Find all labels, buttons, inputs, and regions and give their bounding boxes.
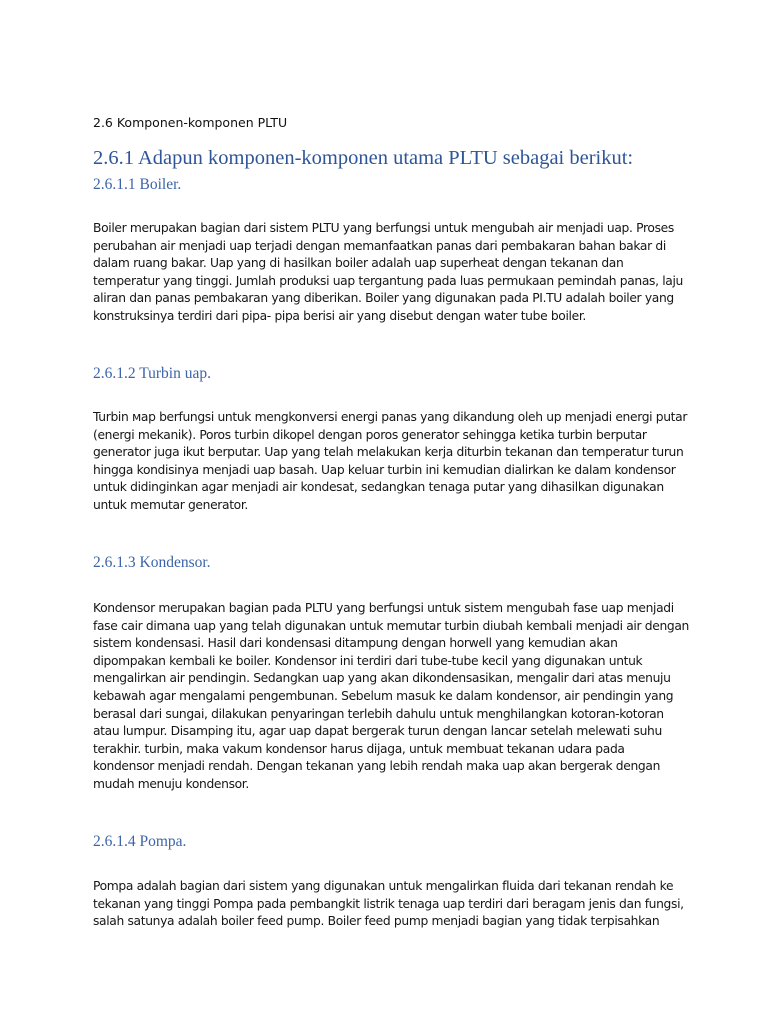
section-title: 2.6 Komponen-komponen PLTU (93, 115, 288, 130)
text-line: salah satunya adalah boiler feed pump. Boiler feed pump menjadi bagian yang tidak terpisahkan (93, 914, 660, 929)
text-line: sistem kondensasi. Hasil dari kondensasi ditampung dengan horwell yang kemudian akan (93, 636, 618, 651)
text-line: hingga kondisinya menjadi uap basah. Uap keluar turbin ini kemudian dialirkan ke dalam kondensor (93, 462, 676, 477)
subheading-kondensor: 2.6.1.3 Kondensor. (93, 554, 211, 571)
text-line: aliran dan panas pembakaran yang diberikan. Boiler yang digunakan pada PI.TU adalah boiler yang (93, 291, 674, 306)
paragraph-kondensor (93, 600, 689, 794)
text-line: untuk memutar generator. (93, 497, 248, 512)
text-line: konstruksinya terdiri dari pipa- pipa berisi air yang disebut dengan water tube boiler. (93, 308, 586, 323)
paragraph-boiler (93, 220, 683, 326)
text-line: dalam ruang bakar. Uap yang di hasilkan boiler adalah uap superheat dengan tekanan dan (93, 256, 624, 271)
text-line: temperatur yang tinggi. Jumlah produksi uap tergantung pada luas permukaan pemindah panas, laju (93, 273, 683, 288)
text-line: dipompakan kembali ke boiler. Kondensor ini terdiri dari tube-tube kecil yang digunakan untuk (93, 653, 643, 668)
text-line: Pompa adalah bagian dari sistem yang digunakan untuk mengalirkan fluida dari tekanan rendah ke (93, 879, 674, 893)
text-line: generator juga ikut berputar. Uap yang telah melakukan kerja diturbin tekanan dan temperatur turun (93, 445, 684, 460)
paragraph-turbin-uap (93, 409, 688, 515)
text-line: berasal dari sungai, dilakukan penyaringan terlebih dahulu untuk menghilangkan kotoran-kotoran (93, 706, 664, 721)
text-line: mengalirkan air pendingin. Sedangkan uap yang akan dikondensasikan, mengalir dari atas menuju (93, 671, 671, 686)
text-line: kebawah agar mengalami pengembunan. Sebelum masuk ke dalam kondensor, air pendingin yang (93, 688, 674, 703)
text-line: atau lumpur. Disamping itu, agar uap dapat bergerak turun dengan lancar setelah melewati suhu (93, 724, 662, 739)
text-line: fase cair dimana uap yang telah digunakan untuk memutar turbin diubah kembali menjadi air dengan (93, 618, 689, 633)
text-line: kondensor menjadi rendah. Dengan tekanan yang lebih rendah maka uap akan bergerak dengan (93, 759, 661, 774)
paragraph-pompa (93, 878, 683, 931)
subheading-turbin-uap: 2.6.1.2 Turbin uap. (93, 365, 211, 382)
text-line: perubahan air menjadi uap terjadi dengan memanfaatkan panas dari pembakaran bahan bakar di (93, 238, 666, 253)
text-line: tekanan yang tinggi Pompa pada pembangkit listrik tenaga uap terdiri dari beragam jenis dan fungsi, (93, 896, 684, 911)
subheading-boiler: 2.6.1.1 Boiler. (93, 176, 182, 193)
text-line: Kondensor merupakan bagian pada PLTU yang berfungsi untuk sistem mengubah fase uap menjadi (93, 601, 674, 615)
text-line: Turbin мap berfungsi untuk mengkonversi energi panas yang dikandung oleh up menjadi energi putar (93, 410, 688, 424)
text-line: untuk didinginkan agar menjadi air kondesat, sedangkan tenaga putar yang dihasilkan digunakan (93, 480, 664, 495)
text-line: Boiler merupakan bagian dari sistem PLTU yang berfungsi untuk mengubah air menjadi uap. Proses (93, 221, 674, 235)
text-line: (energi mekanik). Poros turbin dikopel dengan poros generator sehingga ketika turbin berputar (93, 427, 647, 442)
main-heading: 2.6.1 Adapun komponen-komponen utama PLTU sebagai berikut: (93, 147, 634, 169)
text-line: mudah menuju kondensor. (93, 776, 249, 791)
subheading-pompa: 2.6.1.4 Pompa. (93, 833, 187, 850)
text-line: terakhir. turbin, maka vakum kondensor harus dijaga, untuk membuat tekanan udara pada (93, 741, 625, 756)
